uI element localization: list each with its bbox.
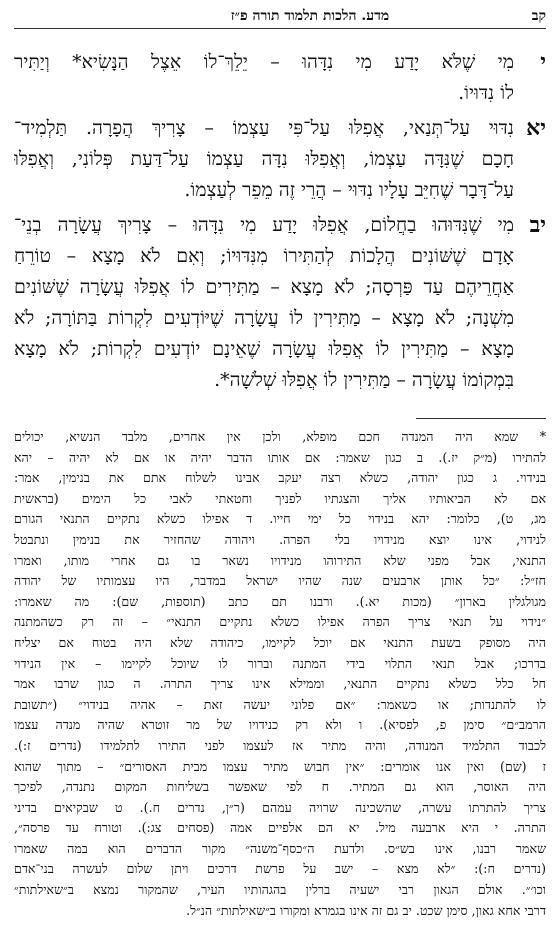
footnote-line: צריך להתרתו עשרה, שהשכינה שרויה עמהם (ר״ן, נדרים ח.). ט שבקיאים בדיני [14, 799, 546, 815]
footnote-line: לו להתנדות; או כשאמר: ״אם פלוני יעשה זאת – אהיה בנידוי״ (״תשובת [14, 696, 546, 712]
footnotes [14, 427, 546, 921]
footnote-line: להתירו (מ״ק יז.). ב כגון שאמר: אם אותו הדבר יהיה או אם לא יהיה – יהא [14, 449, 546, 465]
footnote-line: היה מסופק בשעת התנאי אם יוכל לקיימו, כיהודה שלא היה בטוח אם יצליח [14, 634, 546, 650]
text-line: אַחֲרֵיהֶם עַד פַּרְסָה; לֹא מָצָא – מַתִּירִים לוֹ אֲפִלּוּ עֲשָׂרָה שֶׁשּׁוֹנִים [14, 276, 514, 298]
running-title: מדע. הלכות תלמוד תורה פ״ז [230, 8, 390, 24]
footnote-line: התנאי, אבל מפני שלא התירוהו מנידויו נשאר בו גם אחרי מותו, ואמרו [14, 552, 546, 568]
footnote-line: התרה. י היא ארבעה מיל. יא הם אלפיים אמה (פסחים צג:). וטורח עד פרסה״, [14, 820, 546, 836]
text-line: מִשְׁנָה; לֹא מָצָא – מַתִּירִין לוֹ עֲשָׂרָה שֶׁיּוֹדְעִים לִקְרוֹת בַּתּוֹרָה; לֹא [14, 307, 514, 329]
document-page [14, 6, 546, 921]
footnote-separator [416, 418, 546, 419]
page-header [14, 6, 546, 29]
main-text [14, 47, 546, 396]
footnote-line: ז (שם) ואין אנו אומרים: ״אין חבוש מתיר עצמו מבית האסורים״ – מתוך שהוא [14, 758, 546, 774]
text-line: בִּמְקוֹמוֹ עֲשָׂרָה – מַתִּירִין לוֹ אֲפִלּוּ שְׁלֹשָׁה*. [214, 369, 514, 391]
footnote-line: בנידוי. ג כגון יהודה, כשלא רצה יעקב אבינו לשלוח אתם את בנימין, אמר: [14, 470, 546, 486]
footnote-line: אם לא הביאותיו אליך והצגתיו לפניך וחטאתי לאבי כל הימים (בראשית [14, 490, 546, 506]
halacha-paragraph [14, 113, 546, 206]
footnote-line: בדרכו; אבל תנאי התלוי בידי המתנה וברור לו שיוכל לקיימו – אין הנידוי [14, 655, 546, 671]
footnote-line: חל כלל כשלא נתקיים התנאי, וממילא אינו צריך התרה. ה כגון שרבו אמר [14, 676, 546, 692]
halacha-paragraph [14, 210, 546, 396]
footnote-line: ״נידוי על תנאי צריך הפרה אפילו כשלא נתקיים התנאי״ – זה רק כשהמתנה [14, 614, 546, 630]
footnote-line: לכבוד התלמיד המנודה, והיה מתיר אז לעצמו לפני התירו לתלמידו (נדרים ז:). [14, 737, 546, 753]
footnote-line: לנידוי, אינו יוצא מנידויו בלי הפרה. ויהודה שהחזיר את בנימין ונתבטל [14, 531, 546, 547]
text-line: מָצָא – מַתִּירִין לוֹ אֲפִלּוּ עֲשָׂרָה שֶׁאֵינָם יוֹדְעִים לִקְרוֹת; לֹא מָצָא [14, 338, 514, 360]
text-line: עַל־דָּבָר שֶׁחִיֵּב עָלָיו נִדּוּי – הֲרֵי זֶה מֵפֵר לְעַצְמוֹ. [184, 179, 514, 201]
footnote-line: מגולגלין בארון״ (מכות יא.). ורבנו תם כתב (תוספות, שם): מה שאמרו: [14, 593, 546, 609]
text-line: מִי שֶׁנִּדּוּהוּ בַחֲלוֹם, אֲפִלּוּ יָדַע מִי נִדָּהוּ – צָרִיךְ עֲשָׂרָה בְנֵי־ [14, 214, 514, 236]
text-line: אָדָם שֶׁשּׁוֹנִים הֲלָכוֹת לְהַתִּירוֹ מִנִּדּוּיוֹ; וְאִם לֹא מָצָא – טוֹרֵחַ [14, 245, 514, 267]
halacha-paragraph [14, 47, 546, 109]
footnote-line: הרמב״ם״ סימן פ, לפסיא). ו ולא רק כנידויו של מר זוטרא שהיה מנדה עצמו [14, 717, 546, 733]
halacha-number: י [540, 49, 546, 75]
footnote-line: שאמר רבנו, אינו בש״ס. ולדעת ה״כסף־משנה״ מקור הדברים הוא במה שאמרו [14, 840, 546, 856]
footnote-line: חז״ל: ״כל אותן ארבעים שנה שהיו ישראל במדבר, היו עצמותיו של יהודה [14, 573, 546, 589]
text-line: לוֹ נִדּוּיוֹ. [458, 82, 514, 104]
text-line: מִי שֶׁלֹּא יָדַע מִי נִדָּהוּ – יֵלֵךְ־לוֹ אֵצֶל הַנָּשִׂיא* וְיַתִּיר [14, 51, 514, 73]
page-number: קב [531, 8, 546, 24]
text-line: נִדּוּי עַל־תְּנַאי, אֲפִלּוּ עַל־פִּי עַצְמוֹ – צָרִיךְ הֲפָרָה. תַּלְמִיד־ [14, 117, 514, 139]
footnote-line: * שמא היה המנדה חכם מופלא, ולכן אין אחרים, מלבד הנשיא, יכולים [14, 429, 546, 444]
footnote-line: היה האוסר, הוא גם המתיר. ח לפי שאפשר בשליחות המקום נתנדה, לפיכך [14, 779, 546, 795]
footnote-line: וכו׳״. אולם הגאון רבי ישעיה ברלין בהגהותיו העיר, שהמקור נמצא ב״שאילתות״ [14, 882, 546, 898]
footnote-line: דרבי אחא גאון, סימן שכט. יב גם זה אינו בגמרא ומקורו ב״שאילתות״ הנ״ל. [186, 902, 546, 918]
text-line: חָכָם שֶׁנִּדָּה עַצְמוֹ, וְאֲפִלּוּ נִדָּה עַצְמוֹ עַל־דַּעַת פְּלוֹנִי, וְאֲפִלּוּ [14, 148, 514, 170]
footnote-line: (נדרים ח:): ״לא מצא – ישב על פרשת דרכים ויתן שלום לעשרה בני־אדם [14, 861, 546, 877]
footnote-line: מג, ט), כלומר: יהא בנידוי כל ימי חייו. ד אפילו כשלא נתקיים התנאי הגורם [14, 511, 546, 527]
halacha-number: יב [529, 212, 546, 238]
halacha-number: יא [526, 115, 546, 141]
